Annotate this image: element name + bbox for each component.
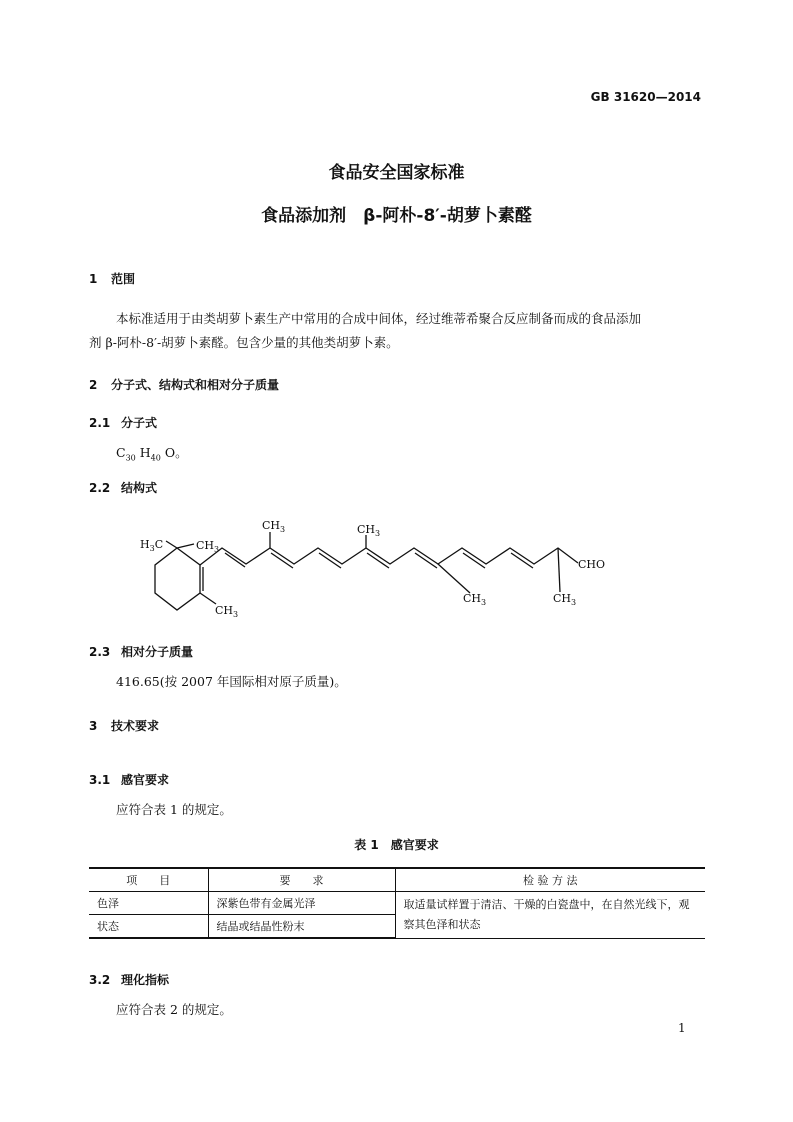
section-3-2-text: 应符合表 2 的规定。 (116, 1002, 232, 1017)
section-title: 相对分子质量 (121, 645, 194, 659)
section-title: 分子式、结构式和相对分子质量 (111, 378, 280, 392)
document-subtitle: 食品添加剂 β-阿朴-8′-胡萝卜素醛 (261, 206, 532, 226)
section-number: 3 (89, 719, 98, 733)
section-number: 3.1 (89, 773, 111, 787)
label-ch3-4: $CH_3$ (553, 592, 577, 607)
section-number: 2.1 (89, 416, 111, 430)
molecular-formula: $C_{30}$ $H_{40}$ O。 (116, 445, 188, 463)
section-3-2-heading (89, 971, 169, 988)
section-title: 分子式 (121, 416, 158, 430)
label-cho: CHO (578, 558, 606, 571)
document-title: 食品安全国家标准 (328, 163, 465, 183)
section-3-1-text: 应符合表 1 的规定。 (116, 802, 232, 817)
sensory-requirements-table (89, 867, 705, 939)
section-title: 结构式 (121, 481, 158, 495)
table-row (89, 892, 705, 915)
section-title: 感官要求 (121, 773, 170, 787)
molecular-mass-text: 416.65(按 2007 年国际相对原子质量)。 (116, 674, 347, 689)
table-header-row (89, 868, 705, 892)
header-method: 检 验 方 法 (395, 868, 705, 892)
cell-method: 取适量试样置于清洁、干燥的白瓷盘中，在自然光线下，观察其色泽和状态 (395, 892, 705, 939)
header-item: 项 目 (89, 868, 208, 892)
section-title: 理化指标 (121, 973, 170, 987)
scope-paragraph-line2: 剂 β-阿朴-8′-胡萝卜素醛。包含少量的其他类胡萝卜素。 (89, 335, 399, 350)
label-h3c: $H_3C$ (140, 538, 164, 553)
section-number: 3.2 (89, 973, 111, 987)
label-ch3-gem: $CH_3$ (196, 539, 220, 554)
label-ch3-2: $CH_3$ (357, 523, 381, 538)
section-number: 2.2 (89, 481, 111, 495)
section-3-1-heading (89, 771, 169, 788)
section-number: 1 (89, 272, 98, 286)
section-number: 2.3 (89, 645, 111, 659)
section-3-heading (89, 717, 159, 734)
scope-paragraph-line1: 本标准适用于由类胡萝卜素生产中常用的合成中间体，经过维蒂希聚合反应制备而成的食品添加 (116, 311, 642, 326)
standard-number: GB 31620—2014 (590, 90, 701, 104)
cell-requirement: 深紫色带有金属光泽 (208, 892, 395, 915)
cell-item: 色泽 (89, 892, 208, 915)
label-ch3-ring: $CH_3$ (215, 604, 239, 619)
section-title: 范围 (111, 272, 136, 286)
table-1-caption: 表 1 感官要求 (354, 838, 439, 852)
section-2-3-heading (89, 643, 193, 660)
section-title: 技术要求 (111, 719, 160, 733)
cell-item: 状态 (89, 915, 208, 939)
cell-requirement: 结晶或结晶性粉末 (208, 915, 395, 939)
section-number: 2 (89, 378, 98, 392)
label-ch3-1: $CH_3$ (262, 519, 286, 534)
label-ch3-3: $CH_3$ (463, 592, 487, 607)
header-requirement: 要 求 (208, 868, 395, 892)
page-number: 1 (678, 1021, 686, 1035)
